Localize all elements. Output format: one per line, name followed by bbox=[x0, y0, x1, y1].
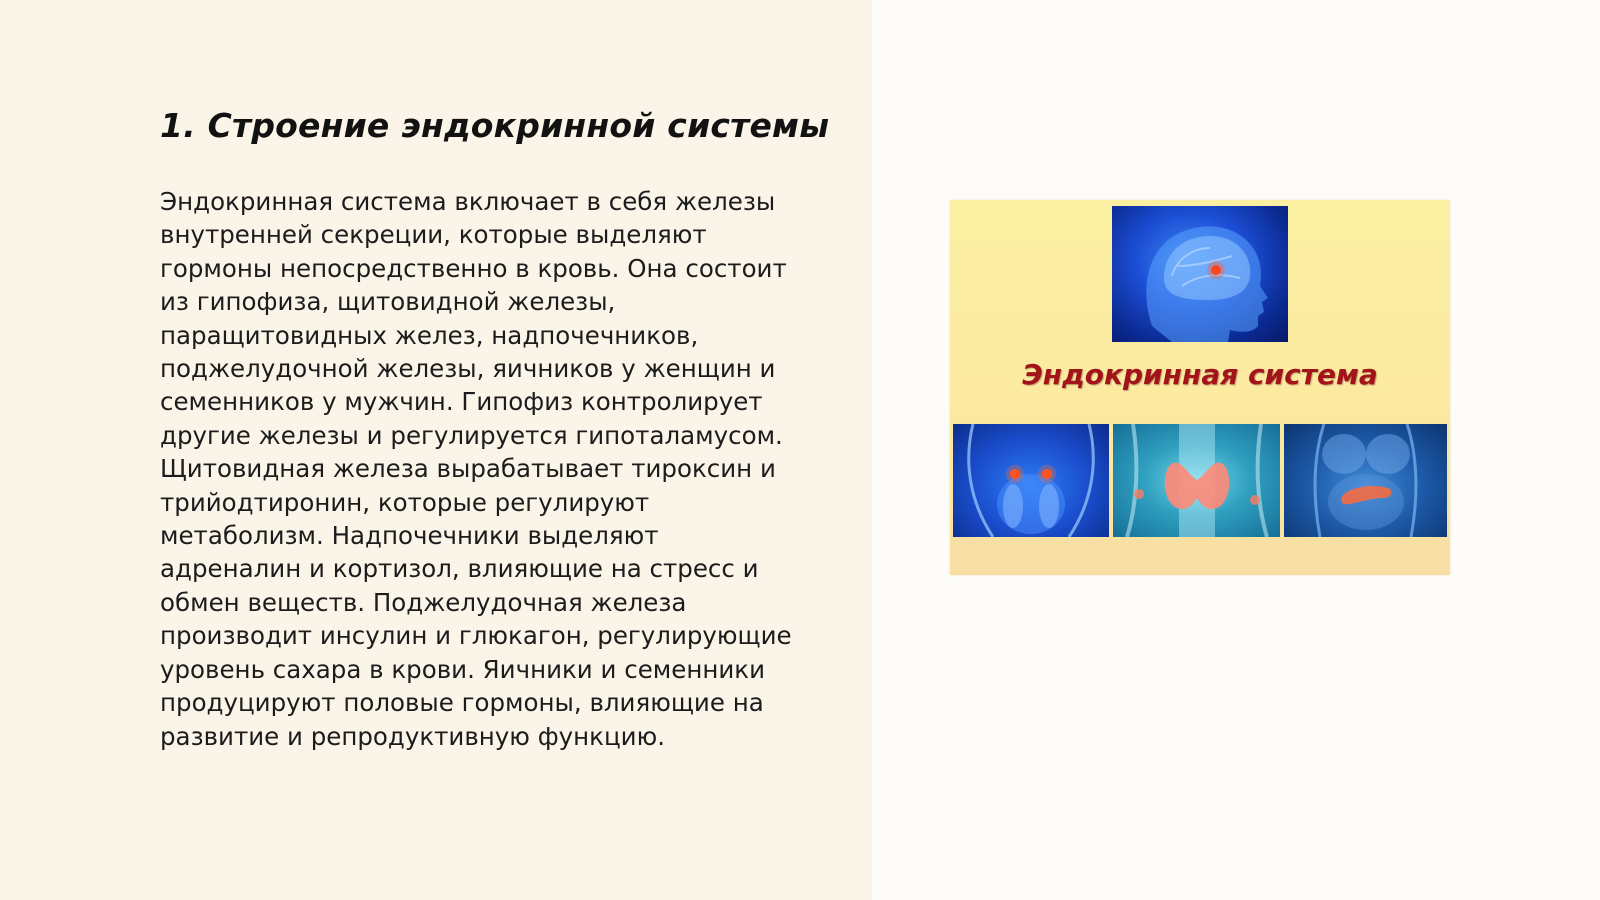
body-line: метаболизм. Надпочечники выделяют bbox=[160, 521, 659, 551]
slide-body-text bbox=[160, 185, 840, 753]
body-line: производит инсулин и глюкагон, регулирующие bbox=[160, 621, 792, 651]
body-line: трийодтиронин, которые регулируют bbox=[160, 487, 650, 517]
body-line: обмен веществ. Поджелудочная железа bbox=[160, 587, 687, 617]
body-line: продуцируют половые гормоны, влияющие на bbox=[160, 688, 764, 718]
body-line: Эндокринная система включает в себя железы bbox=[160, 187, 776, 216]
body-line: поджелудочной железы, яичников у женщин и bbox=[160, 354, 776, 384]
body-line: адреналин и кортизол, влияющие на стресс и bbox=[160, 554, 759, 584]
body-line: семенников у мужчин. Гипофиз контролирует bbox=[160, 387, 763, 417]
figure-bottom-strip bbox=[950, 539, 1450, 575]
body-line: другие железы и регулируется гипоталамусом. bbox=[160, 420, 783, 450]
body-line: внутренней секреции, которые выделяют bbox=[160, 220, 707, 250]
pancreas-torso-icon bbox=[1284, 424, 1447, 537]
body-line: уровень сахара в крови. Яичники и семенники bbox=[160, 654, 766, 684]
adrenal-kidneys-icon bbox=[953, 424, 1109, 537]
brain-head-profile-icon bbox=[1112, 206, 1288, 342]
body-line: из гипофиза, щитовидной железы, bbox=[160, 287, 616, 317]
body-line: Щитовидная железа вырабатывает тироксин и bbox=[160, 454, 776, 484]
body-line: гормоны непосредственно в кровь. Она состоит bbox=[160, 253, 787, 283]
slide-title: 1. Строение эндокринной системы bbox=[160, 106, 830, 145]
thyroid-gland-icon bbox=[1113, 424, 1280, 537]
body-line: развитие и репродуктивную функцию. bbox=[160, 721, 665, 751]
endocrine-system-figure bbox=[950, 200, 1450, 575]
body-line: паращитовидных желез, надпочечников, bbox=[160, 320, 699, 350]
figure-caption: Эндокринная система bbox=[1022, 358, 1378, 391]
